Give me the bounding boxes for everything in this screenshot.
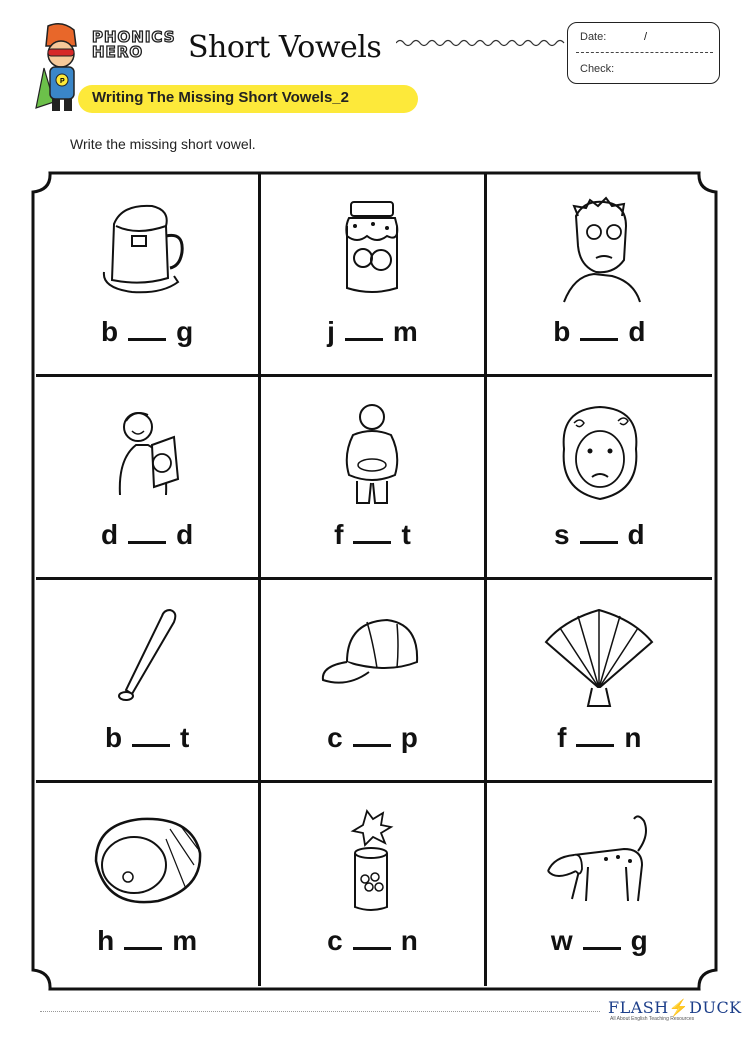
date-divider xyxy=(576,52,713,53)
word-last-letter: t xyxy=(180,722,190,753)
vowel-word xyxy=(261,722,483,754)
logo-tagline xyxy=(610,1016,694,1022)
ham-icon xyxy=(82,805,212,915)
cap-icon xyxy=(307,602,437,712)
phonics-hero-brand xyxy=(92,30,182,70)
tagline-right: Teaching Resources xyxy=(648,1016,695,1022)
vowel-word xyxy=(261,519,483,551)
word-last-letter: d xyxy=(628,316,646,347)
word-last-letter: d xyxy=(627,519,645,550)
word-first-letter: b xyxy=(101,316,119,347)
exercise-cell xyxy=(36,174,261,377)
answer-blank[interactable] xyxy=(132,742,170,747)
word-last-letter: t xyxy=(401,519,411,550)
exercise-cell xyxy=(487,783,712,986)
tagline-left: All About English xyxy=(610,1016,648,1022)
word-first-letter: c xyxy=(327,722,343,753)
word-last-letter: g xyxy=(630,925,648,956)
date-slash: / xyxy=(644,31,648,43)
word-first-letter: h xyxy=(97,925,115,956)
vowel-word xyxy=(36,519,258,551)
exercise-cell xyxy=(36,783,261,986)
word-last-letter: n xyxy=(400,925,418,956)
can-icon xyxy=(307,805,437,915)
answer-blank[interactable] xyxy=(345,336,383,341)
word-first-letter: f xyxy=(557,722,567,753)
vowel-word xyxy=(36,316,258,348)
exercise-cell xyxy=(261,783,486,986)
exercise-cell xyxy=(487,174,712,377)
exercise-grid xyxy=(36,174,712,986)
word-first-letter: f xyxy=(334,519,344,550)
answer-blank[interactable] xyxy=(583,945,621,950)
vowel-word xyxy=(487,316,712,348)
dad-with-baby-icon xyxy=(82,399,212,509)
word-last-letter: n xyxy=(624,722,642,753)
answer-blank[interactable] xyxy=(124,945,162,950)
fan-icon xyxy=(534,602,664,712)
word-last-letter: g xyxy=(176,316,194,347)
vowel-word xyxy=(487,519,712,551)
word-first-letter: s xyxy=(553,519,570,550)
vowel-word xyxy=(487,925,712,957)
word-first-letter: b xyxy=(553,316,571,347)
word-first-letter: j xyxy=(327,316,335,347)
brand-line-1: PHONICS xyxy=(92,28,176,46)
fat-man-icon xyxy=(307,399,437,509)
answer-blank[interactable] xyxy=(353,945,391,950)
answer-blank[interactable] xyxy=(580,336,618,341)
vowel-word xyxy=(487,722,712,754)
word-last-letter: m xyxy=(392,316,418,347)
lightning-icon: ⚡ xyxy=(668,998,690,1017)
word-last-letter: p xyxy=(400,722,418,753)
jam-jar-icon xyxy=(307,196,437,306)
logo-left-text: FLASH xyxy=(608,998,669,1017)
word-first-letter: d xyxy=(101,519,119,550)
date-check-box xyxy=(567,22,720,84)
vowel-word xyxy=(261,316,483,348)
dog-wagging-icon xyxy=(534,805,664,915)
exercise-cell xyxy=(36,377,261,580)
instruction-text: Write the missing short vowel. xyxy=(70,136,256,152)
check-label: Check: xyxy=(580,63,615,75)
exercise-cell xyxy=(487,580,712,783)
sad-face-icon xyxy=(534,399,664,509)
date-label: Date: xyxy=(580,31,607,43)
svg-text:P: P xyxy=(60,78,65,85)
word-first-letter: b xyxy=(104,722,123,753)
bat-icon xyxy=(82,602,212,712)
exercise-cell xyxy=(487,377,712,580)
exercise-cell xyxy=(36,580,261,783)
exercise-cell xyxy=(261,377,486,580)
word-first-letter: w xyxy=(550,925,573,956)
bag-icon xyxy=(82,196,212,306)
vowel-word xyxy=(36,722,258,754)
vowel-word xyxy=(36,925,258,957)
answer-blank[interactable] xyxy=(580,539,618,544)
brand-line-2: HERO xyxy=(92,43,144,61)
decorative-wave-line xyxy=(396,36,566,50)
flash-duck-logo xyxy=(608,998,742,1017)
vowel-word xyxy=(261,925,483,957)
answer-blank[interactable] xyxy=(576,742,614,747)
exercise-cell xyxy=(261,580,486,783)
word-last-letter: m xyxy=(172,925,198,956)
logo-right-text: DUCK xyxy=(689,998,742,1017)
answer-blank[interactable] xyxy=(128,539,166,544)
answer-blank[interactable] xyxy=(128,336,166,341)
worksheet-subtitle: Writing The Missing Short Vowels_2 xyxy=(92,89,349,106)
word-first-letter: c xyxy=(327,925,343,956)
page-title: Short Vowels xyxy=(188,30,382,65)
answer-blank[interactable] xyxy=(353,742,391,747)
footer-dotted-line xyxy=(40,1011,600,1012)
word-last-letter: d xyxy=(176,519,194,550)
exercise-cell xyxy=(261,174,486,377)
angry-man-icon xyxy=(534,196,664,306)
answer-blank[interactable] xyxy=(353,539,391,544)
